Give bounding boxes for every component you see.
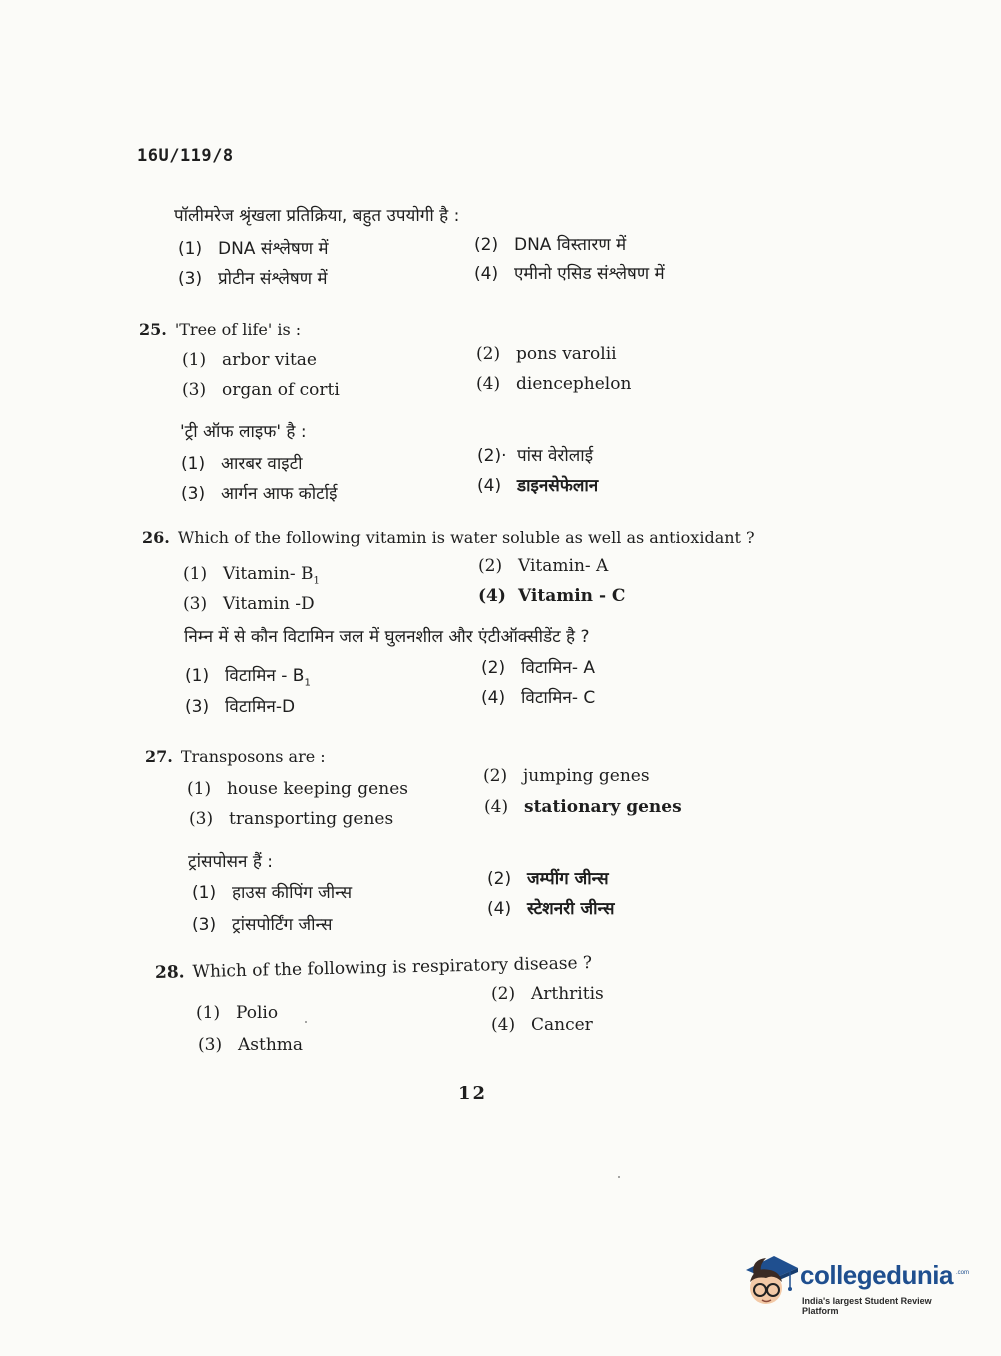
option-text: विटामिन - B bbox=[225, 666, 305, 686]
q28-option-2 bbox=[491, 984, 604, 1004]
q26-stem bbox=[142, 528, 755, 547]
option-text: हाउस कीपिंग जीन्स bbox=[232, 883, 353, 903]
q27-hindi-option-3 bbox=[192, 912, 332, 935]
option-number: (1) bbox=[187, 779, 212, 799]
option-number: (3) bbox=[178, 269, 203, 289]
option-number: (2) bbox=[481, 658, 506, 678]
q25-stem bbox=[139, 320, 301, 339]
option-text: Vitamin- B bbox=[223, 564, 314, 584]
option-number: (4) bbox=[484, 797, 509, 817]
option-subscript: 1 bbox=[304, 677, 311, 689]
option-number: (2) bbox=[476, 344, 501, 364]
q25-option-4 bbox=[476, 374, 631, 394]
question-number: 28. bbox=[154, 962, 185, 983]
option-number: (1) bbox=[196, 1003, 221, 1023]
scan-speck bbox=[305, 1021, 307, 1023]
option-number: (2) bbox=[487, 869, 512, 889]
q25-option-2 bbox=[476, 344, 617, 364]
option-number: (4) bbox=[476, 374, 501, 394]
option-number: (2) bbox=[474, 235, 499, 255]
question-number: 26. bbox=[142, 528, 170, 547]
option-text: ट्रांसपोर्टिंग जीन्स bbox=[232, 915, 333, 935]
option-number: (3) bbox=[185, 697, 210, 717]
q26-option-3 bbox=[183, 594, 315, 614]
q25-hindi-option-4 bbox=[477, 473, 598, 496]
option-text: डाइनसेफेलान bbox=[517, 476, 599, 496]
option-text: स्टेशनरी जीन्स bbox=[527, 899, 615, 919]
q28-option-4 bbox=[491, 1015, 593, 1035]
option-text: विटामिन- A bbox=[521, 658, 595, 678]
option-text: DNA संश्लेषण में bbox=[218, 239, 329, 259]
option-number: (4) bbox=[477, 476, 502, 496]
option-text: Polio bbox=[236, 1003, 279, 1023]
option-text: Asthma bbox=[238, 1035, 304, 1055]
q24-option-3 bbox=[178, 266, 328, 289]
q27-option-2 bbox=[483, 766, 650, 786]
q27-stem bbox=[145, 747, 326, 766]
brand-tagline: India's largest Student Review Platform bbox=[802, 1296, 932, 1316]
option-text: arbor vitae bbox=[222, 350, 317, 370]
option-number: (1) bbox=[183, 564, 208, 584]
q26-option-4 bbox=[478, 586, 625, 606]
q24-option-1 bbox=[178, 236, 329, 259]
q26-hindi-option-4 bbox=[481, 685, 595, 708]
question-text: Transposons are : bbox=[180, 747, 326, 766]
q27-hindi-option-2 bbox=[487, 866, 609, 889]
q26-hindi-option-3 bbox=[185, 694, 295, 717]
q28-stem bbox=[155, 953, 592, 983]
q25-option-3 bbox=[182, 380, 340, 400]
option-number: (4) bbox=[478, 586, 506, 606]
q26-hindi-option-2 bbox=[481, 655, 595, 678]
option-text: विटामिन- C bbox=[521, 688, 596, 708]
option-text: आरबर वाइटी bbox=[221, 454, 303, 474]
q27-option-1 bbox=[187, 779, 408, 799]
option-number: (3) bbox=[181, 484, 206, 504]
question-text: Which of the following vitamin is water soluble as well as antioxidant ? bbox=[177, 528, 755, 547]
option-number: (2) bbox=[478, 556, 503, 576]
q24-hindi-stem: पॉलीमरेज श्रृंखला प्रतिक्रिया, बहुत उपयोगी है : bbox=[174, 206, 460, 226]
q26-option-2 bbox=[478, 556, 608, 576]
q27-option-4 bbox=[484, 797, 682, 817]
q28-option-3 bbox=[198, 1035, 303, 1055]
question-number: 27. bbox=[145, 747, 173, 766]
question-number: 25. bbox=[139, 320, 167, 339]
option-text: Vitamin - C bbox=[518, 586, 626, 606]
q25-hindi-stem: 'ट्री ऑफ लाइफ' है : bbox=[180, 422, 307, 442]
option-number: (1) bbox=[182, 350, 207, 370]
option-text: jumping genes bbox=[523, 766, 650, 786]
page-code: 16U/119/8 bbox=[137, 146, 234, 166]
option-number: (1) bbox=[178, 239, 203, 259]
q25-hindi-option-2 bbox=[477, 443, 593, 466]
q25-option-1 bbox=[182, 350, 317, 370]
option-text: Vitamin -D bbox=[223, 594, 315, 614]
option-text: house keeping genes bbox=[227, 779, 408, 799]
option-text: DNA विस्तारण में bbox=[514, 235, 627, 255]
option-text: प्रोटीन संश्लेषण में bbox=[218, 269, 328, 289]
collegedunia-logo-icon bbox=[740, 1248, 800, 1310]
option-text: diencephelon bbox=[516, 374, 632, 394]
option-text: Cancer bbox=[531, 1015, 593, 1035]
option-number: (2)· bbox=[477, 446, 507, 466]
q24-option-2 bbox=[474, 232, 626, 255]
option-text: आर्गन आफ कोर्टाई bbox=[221, 484, 338, 504]
q24-option-4 bbox=[474, 261, 665, 284]
q27-option-3 bbox=[189, 809, 393, 829]
q28-option-1 bbox=[196, 1003, 278, 1023]
option-text: stationary genes bbox=[524, 797, 682, 817]
question-text: 'Tree of life' is : bbox=[174, 320, 302, 339]
option-text: Vitamin- A bbox=[518, 556, 609, 576]
option-text: transporting genes bbox=[229, 809, 394, 829]
q26-option-1 bbox=[183, 564, 320, 586]
q25-hindi-option-1 bbox=[181, 451, 303, 474]
option-number: (3) bbox=[192, 915, 217, 935]
option-text: पांस वेरोलाई bbox=[517, 446, 594, 466]
q25-hindi-option-3 bbox=[181, 481, 337, 504]
option-text: pons varolii bbox=[516, 344, 617, 364]
option-number: (2) bbox=[483, 766, 508, 786]
option-number: (3) bbox=[182, 380, 207, 400]
brand-name: collegedunia bbox=[800, 1260, 953, 1290]
option-text: Arthritis bbox=[531, 984, 604, 1004]
option-number: (1) bbox=[192, 883, 217, 903]
q27-hindi-option-4 bbox=[487, 896, 614, 919]
scan-speck bbox=[618, 1176, 620, 1178]
option-text: organ of corti bbox=[222, 380, 340, 400]
option-number: (1) bbox=[181, 454, 206, 474]
option-number: (4) bbox=[491, 1015, 516, 1035]
q26-hindi-option-1 bbox=[185, 663, 311, 688]
option-subscript: 1 bbox=[313, 575, 320, 587]
option-number: (4) bbox=[487, 899, 512, 919]
option-text: जम्पींग जीन्स bbox=[527, 869, 609, 889]
option-number: (3) bbox=[183, 594, 208, 614]
collegedunia-watermark bbox=[740, 1248, 970, 1318]
brand-domain: .com bbox=[956, 1270, 970, 1276]
option-number: (4) bbox=[481, 688, 506, 708]
question-text: Which of the following is respiratory disease ? bbox=[192, 953, 593, 983]
option-text: एमीनो एसिड संश्लेषण में bbox=[514, 264, 665, 284]
option-number: (3) bbox=[198, 1035, 223, 1055]
option-number: (3) bbox=[189, 809, 214, 829]
q27-hindi-option-1 bbox=[192, 880, 352, 903]
option-number: (1) bbox=[185, 666, 210, 686]
option-number: (2) bbox=[491, 984, 516, 1004]
page-number: 12 bbox=[458, 1083, 488, 1104]
option-number: (4) bbox=[474, 264, 499, 284]
q27-hindi-stem: ट्रांसपोसन हैं : bbox=[188, 852, 274, 872]
option-text: विटामिन-D bbox=[225, 697, 296, 717]
q26-hindi-stem: निम्न में से कौन विटामिन जल में घुलनशील और एंटीऑक्सीडेंट है ? bbox=[184, 627, 590, 647]
